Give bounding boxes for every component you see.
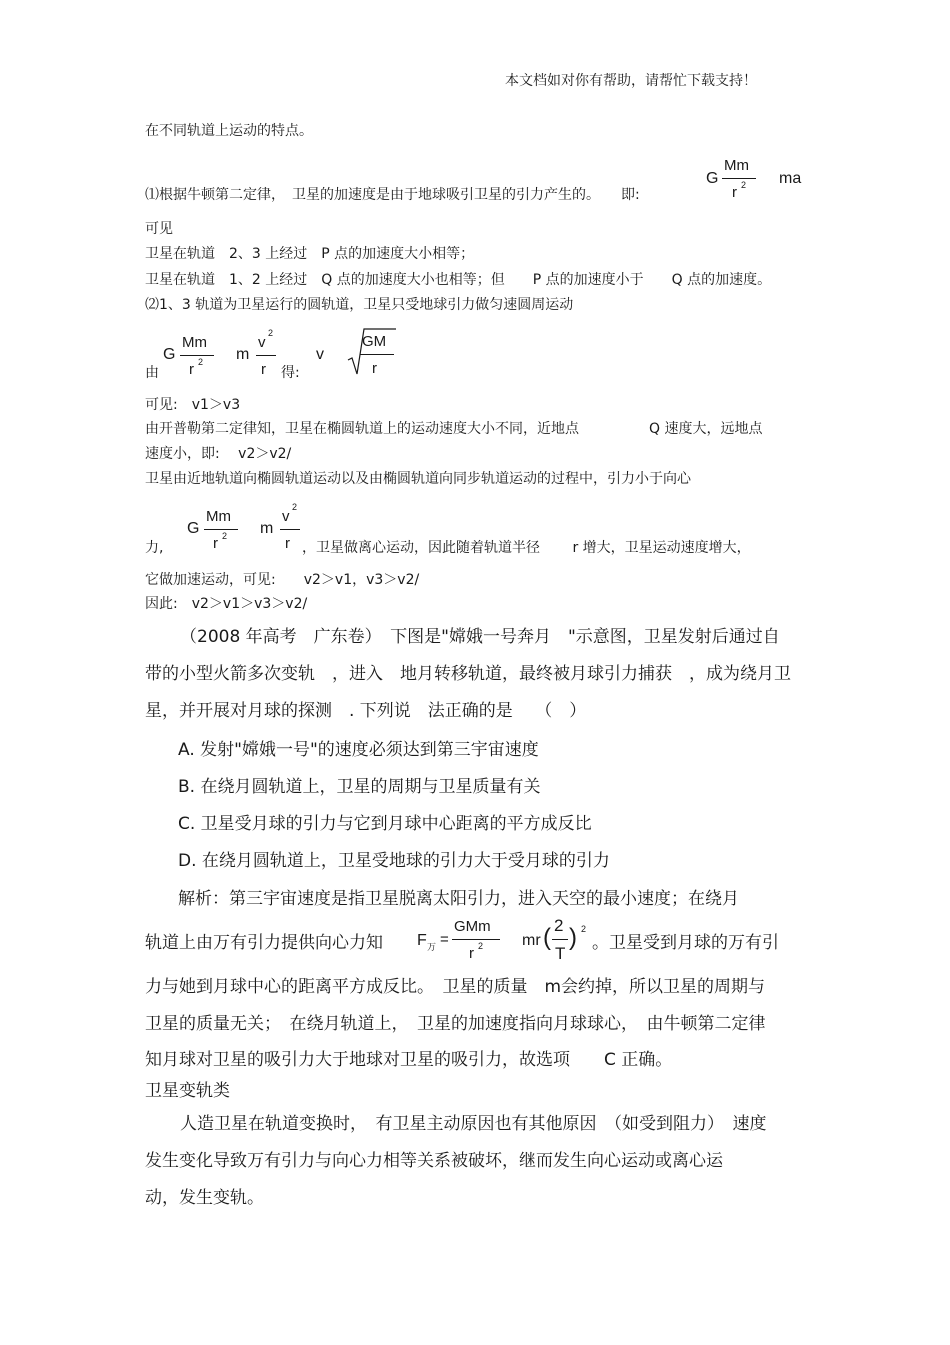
formula-symbol: G bbox=[163, 346, 176, 363]
fraction-bar bbox=[722, 178, 756, 179]
fraction-bar bbox=[552, 939, 568, 940]
formula-rhs: ma bbox=[779, 170, 802, 187]
fraction-bar bbox=[180, 355, 214, 356]
formula-v: v bbox=[316, 346, 324, 363]
section-2-line-1: 人造卫星在轨道变换时， 有卫星主动原因也有其他原因 （如受到阻力） 速度 bbox=[180, 1114, 767, 1134]
kejian-line: 可见 bbox=[145, 221, 173, 237]
p2-text: ⑵1、3 轨道为卫星运行的圆轨道，卫星只受地球引力做匀速圆周运动 bbox=[145, 297, 574, 313]
formula-numerator: v bbox=[282, 508, 290, 525]
section-2-line-2: 发生变化导致万有引力与向心力相等关系被破坏，继而发生向心运动或离心运 bbox=[145, 1151, 723, 1171]
line-e: 速度小，即: v2＞v2/ bbox=[145, 446, 292, 462]
analysis-line-1: 解析：第三宇宙速度是指卫星脱离太阳引力，进入天空的最小速度；在绕月 bbox=[178, 889, 739, 909]
formula-mr: mr bbox=[522, 932, 541, 949]
formula-symbol: G bbox=[187, 520, 200, 537]
line-c: 可见: v1＞v3 bbox=[145, 397, 241, 413]
formula-m: m bbox=[236, 346, 250, 363]
formula-denominator: r bbox=[469, 945, 474, 962]
formula-numerator: v bbox=[258, 334, 266, 351]
formula-numerator: Mm bbox=[206, 508, 231, 525]
section-2-line-3: 动，发生变轨。 bbox=[145, 1188, 264, 1208]
formula-numerator: GMm bbox=[454, 918, 491, 935]
intro-line: 在不同轨道上运动的特点。 bbox=[145, 123, 313, 139]
line-h: 因此: v2＞v1＞v3＞v2/ bbox=[145, 596, 308, 612]
line-b: 卫星在轨道 1、2 上经过 Q 点的加速度大小也相等；但 P 点的加速度小于 Q 点的加速度。 bbox=[145, 272, 772, 288]
formula-exponent: 2 bbox=[222, 531, 228, 541]
formula-exponent: 2 bbox=[292, 502, 298, 512]
line-f: 卫星由近地轨道向椭圆轨道运动以及由椭圆轨道向同步轨道运动的过程中，引力小于向心 bbox=[145, 471, 691, 487]
fraction-bar bbox=[280, 529, 300, 530]
formula-symbol: G bbox=[706, 170, 719, 187]
question-line-3: 星，并开展对月球的探测 . 下列说 法正确的是 （ ） bbox=[145, 701, 587, 721]
question-line-2: 带的小型火箭多次变轨 ，进入 地月转移轨道，最终被月球引力捕获 ，成为绕月卫 bbox=[145, 664, 791, 684]
de-label: 得: bbox=[281, 365, 300, 381]
fraction-bar bbox=[256, 355, 276, 356]
header-note: 本文档如对你有帮助，请帮忙下载支持！ bbox=[505, 73, 757, 89]
analysis-line-5: 知月球对卫星的吸引力大于地球对卫星的吸引力，故选项 C 正确。 bbox=[145, 1050, 673, 1070]
formula-exponent: 2 bbox=[268, 328, 274, 338]
formula-exponent: 2 bbox=[198, 357, 204, 367]
you-label: 由 bbox=[145, 365, 159, 381]
p3-text: ，卫星做离心运动，因此随着轨道半径 r 增大，卫星运动速度增大， bbox=[302, 540, 751, 556]
formula-denominator: r bbox=[285, 535, 290, 552]
formula-denominator: r bbox=[261, 361, 266, 378]
formula-denominator: r bbox=[213, 535, 218, 552]
line-d: 由开普勒第二定律知，卫星在椭圆轨道上的运动速度大小不同，近地点 Q 速度大，远地点 bbox=[145, 421, 763, 437]
option-b: B. 在绕月圆轨道上，卫星的周期与卫星质量有关 bbox=[178, 777, 541, 797]
formula-subscript: 万 bbox=[427, 943, 437, 953]
formula-exponent: 2 bbox=[581, 924, 587, 934]
section-2-title: 卫星变轨类 bbox=[145, 1081, 230, 1101]
li-label: 力, bbox=[145, 540, 164, 556]
fraction-bar bbox=[204, 529, 238, 530]
analysis-line-3: 力与她到月球中心的距离平方成反比。 卫星的质量 m会约掉，所以卫星的周期与 bbox=[145, 977, 766, 997]
line-g: 它做加速运动，可见: v2＞v1，v3＞v2/ bbox=[145, 572, 420, 588]
formula-equals: = bbox=[440, 931, 449, 948]
sqrt-denominator: r bbox=[372, 360, 377, 377]
paren-close-icon: ) bbox=[569, 924, 577, 951]
fraction-bar bbox=[452, 939, 500, 940]
formula-numerator: 2 bbox=[554, 916, 564, 935]
option-d: D. 在绕月圆轨道上，卫星受地球的引力大于受月球的引力 bbox=[178, 851, 610, 871]
analysis-line-4: 卫星的质量无关； 在绕月轨道上， 卫星的加速度指向月球球心， 由牛顿第二定律 bbox=[145, 1014, 766, 1034]
paren-open-icon: ( bbox=[543, 924, 551, 951]
formula-F: F bbox=[417, 932, 427, 949]
question-line-1: （2008 年高考 广东卷） 下图是"嫦娥一号奔月 "示意图，卫星发射后通过自 bbox=[180, 627, 780, 647]
analysis-line-2-pre: 轨道上由万有引力提供向心力知 bbox=[145, 933, 383, 953]
fraction-bar bbox=[360, 354, 394, 355]
option-a: A. 发射"嫦娥一号"的速度必须达到第三宇宙速度 bbox=[178, 740, 539, 760]
formula-m: m bbox=[260, 520, 274, 537]
formula-exponent: 2 bbox=[478, 941, 484, 951]
option-c: C. 卫星受月球的引力与它到月球中心距离的平方成反比 bbox=[178, 814, 592, 834]
formula-denominator: r bbox=[732, 184, 737, 201]
formula-numerator: Mm bbox=[182, 334, 207, 351]
sqrt-numerator: GM bbox=[362, 333, 387, 350]
formula-numerator: Mm bbox=[724, 157, 749, 174]
formula-denominator: T bbox=[555, 944, 566, 963]
p1-text: ⑴根据牛顿第二定律， 卫星的加速度是由于地球吸引卫星的引力产生的。 即: bbox=[145, 187, 640, 203]
line-a: 卫星在轨道 2、3 上经过 P 点的加速度大小相等； bbox=[145, 246, 475, 262]
formula-exponent: 2 bbox=[741, 180, 747, 190]
analysis-line-2-post: 。卫星受到月球的万有引 bbox=[592, 933, 779, 953]
formula-denominator: r bbox=[189, 361, 194, 378]
